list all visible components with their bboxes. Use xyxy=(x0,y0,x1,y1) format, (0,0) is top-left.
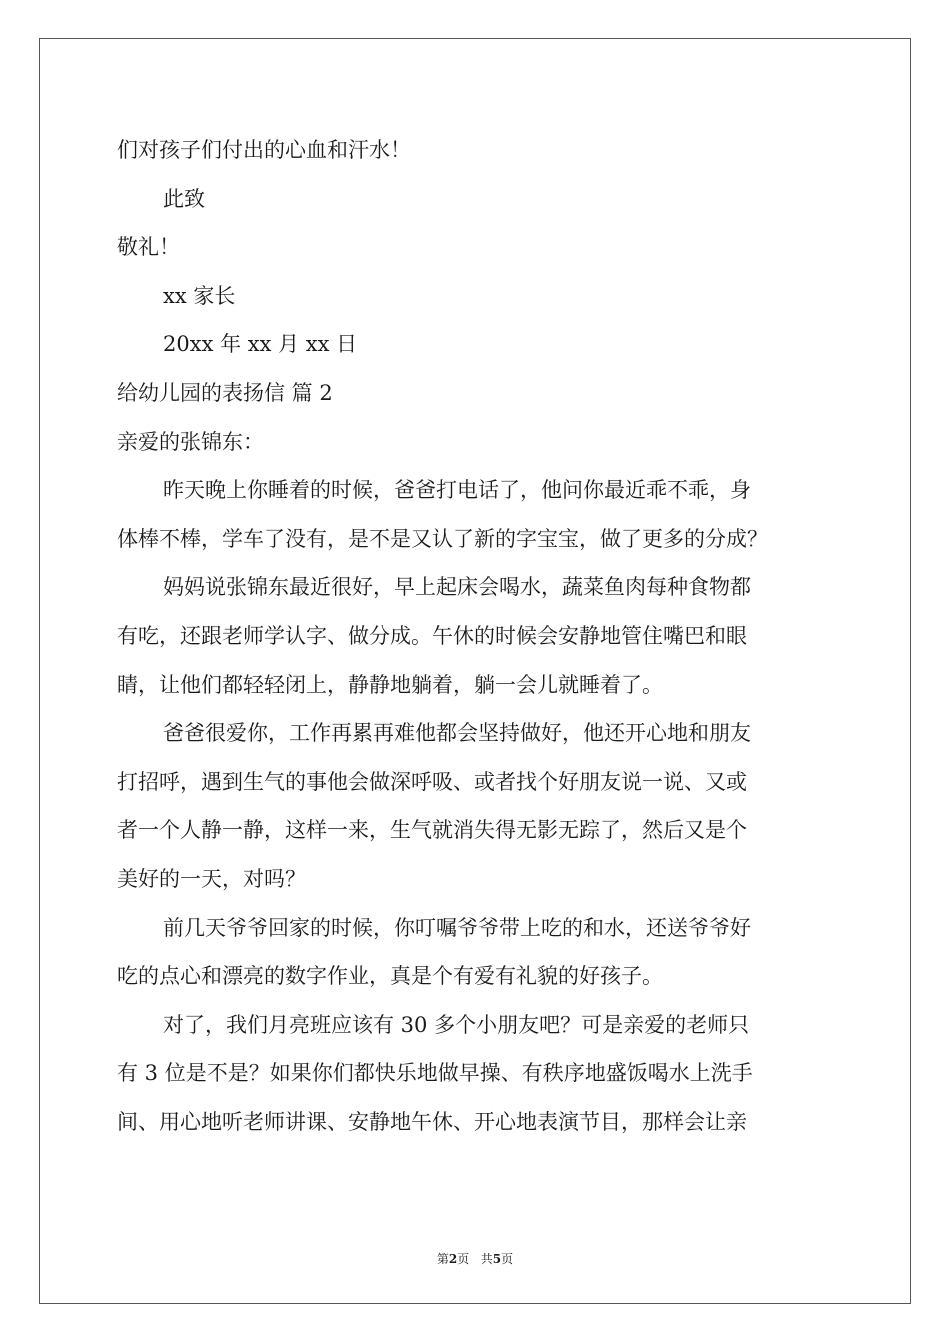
footer-mid: 页 共 xyxy=(457,1252,493,1266)
text-line: 者一个人静一静，这样一来，生气就消失得无影无踪了，然后又是个 xyxy=(117,818,747,843)
text-line: 们对孩子们付出的心血和汗水！ xyxy=(117,138,411,162)
total-page-count: 5 xyxy=(492,1252,502,1266)
text-line: 有吃，还跟老师学认字、做分成。午休的时候会安静地管住嘴巴和眼 xyxy=(117,623,747,648)
text-line: 妈妈说张锦东最近很好，早上起床会喝水，蔬菜鱼肉每种食物都 xyxy=(163,575,751,600)
text-line: 有 3 位是不是？如果你们都快乐地做早操、有秩序地盛饭喝水上洗手 xyxy=(117,1061,753,1086)
text-line: 打招呼，遇到生气的事他会做深呼吸、或者找个好朋友说一说、又或 xyxy=(117,769,747,794)
text-line: 前几天爷爷回家的时候，你叮嘱爷爷带上吃的和水，还送爷爷好 xyxy=(163,915,751,940)
text-line: 睛，让他们都轻轻闭上，静静地躺着，躺一会儿就睡着了。 xyxy=(117,672,663,697)
text-line: 对了，我们月亮班应该有 30 多个小朋友吧？可是亲爱的老师只 xyxy=(163,1012,750,1037)
footer-suffix: 页 xyxy=(501,1252,514,1266)
section-heading: 给幼儿园的表扬信 篇 2 xyxy=(117,380,333,405)
text-line: 此致 xyxy=(163,186,205,211)
salutation: 亲爱的张锦东： xyxy=(117,429,264,454)
text-line: 昨天晚上你睡着的时候，爸爸打电话了，他问你最近乖不乖，身 xyxy=(163,478,751,503)
text-line: 20xx 年 xx 月 xx 日 xyxy=(163,332,358,357)
text-line: 敬礼！ xyxy=(117,235,180,260)
text-line: xx 家长 xyxy=(163,283,236,308)
page-footer xyxy=(0,1250,950,1267)
text-line: 间、用心地听老师讲课、安静地午休、开心地表演节目，那样会让亲 xyxy=(117,1109,747,1134)
text-line: 吃的点心和漂亮的数字作业，真是个有爱有礼貌的好孩子。 xyxy=(117,964,663,989)
current-page-number: 2 xyxy=(448,1252,458,1266)
text-line: 体棒不棒，学车了没有，是不是又认了新的字宝宝，做了更多的分成？ xyxy=(117,526,768,551)
text-line: 爸爸很爱你，工作再累再难他都会坚持做好，他还开心地和朋友 xyxy=(163,721,751,746)
text-line: 美好的一天，对吗？ xyxy=(117,866,306,891)
document-body xyxy=(117,126,837,1146)
footer-prefix: 第 xyxy=(436,1252,449,1266)
